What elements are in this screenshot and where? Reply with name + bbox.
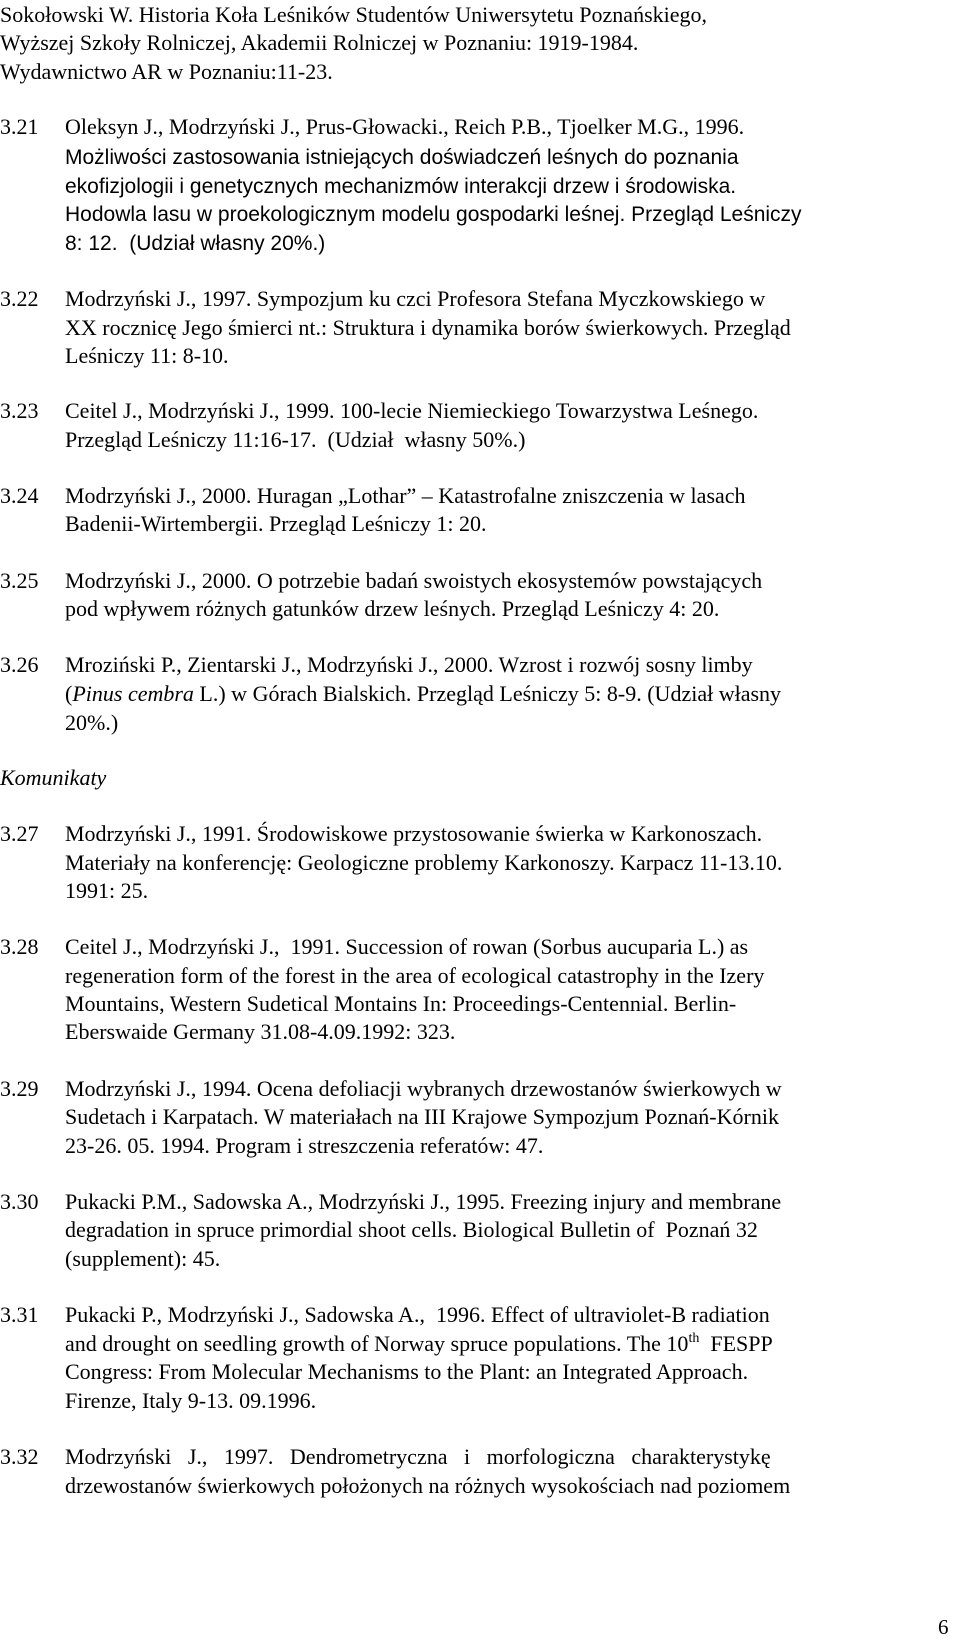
entry-text-line: Modrzyński J., 2000. Huragan „Lothar” – Katastrofalne zniszczenia w lasach	[65, 483, 746, 508]
entry-text-line: Modrzyński J., 1997. Sympozjum ku czci Profesora Stefana Myczkowskiego w	[65, 286, 766, 311]
entry-text-line: 8: 12. (Udział własny 20%.)	[65, 232, 326, 255]
entry-text-line: Oleksyn J., Modrzyński J., Prus-Głowacki., Reich P.B., Tjoelker M.G., 1996.	[65, 114, 745, 139]
entry-text-line: 1991: 25.	[65, 878, 149, 903]
entry-text-line: Ceitel J., Modrzyński J., 1991. Succession of rowan (Sorbus aucuparia L.) as	[65, 934, 749, 959]
entry-text-part: and drought on seedling growth of Norway spruce populations. The 10	[65, 1331, 689, 1356]
entry-text-line: Wydawnictwo AR w Poznaniu:11-23.	[0, 59, 333, 84]
entry-text-line: 20%.)	[65, 710, 119, 735]
entry-text-line: Leśniczy 11: 8-10.	[65, 343, 229, 368]
entry-text-line: degradation in spruce primordial shoot cells. Biological Bulletin of Poznań 32	[65, 1217, 758, 1242]
entry-text-line: Przegląd Leśniczy 11:16-17. (Udział własny 50%.)	[65, 427, 526, 452]
entry-text-line: Mroziński P., Zientarski J., Modrzyński J., 2000. Wzrost i rozwój sosny limby	[65, 652, 753, 677]
entry-text-line: Modrzyński J., 1994. Ocena defoliacji wybranych drzewostanów świerkowych w	[65, 1076, 782, 1101]
entry-number: 3.28	[0, 934, 39, 959]
entry-number: 3.24	[0, 483, 39, 508]
entry-text-line: Ceitel J., Modrzyński J., 1999. 100-lecie Niemieckiego Towarzystwa Leśnego.	[65, 398, 759, 423]
section-heading: Komunikaty	[0, 765, 107, 790]
entry-text-line: Możliwości zastosowania istniejących doświadczeń leśnych do poznania	[65, 146, 739, 169]
entry-text-line: Sokołowski W. Historia Koła Leśników Studentów Uniwersytetu Poznańskiego,	[0, 2, 708, 27]
entry-number: 3.27	[0, 821, 39, 846]
entry-text-line: Sudetach i Karpatach. W materiałach na III Krajowe Sympozjum Poznań-Kórnik	[65, 1104, 779, 1129]
entry-text-line: 23-26. 05. 1994. Program i streszczenia referatów: 47.	[65, 1133, 544, 1158]
entry-text-line: Modrzyński J., 2000. O potrzebie badań swoistych ekosystemów powstających	[65, 568, 763, 593]
entry-number: 3.23	[0, 398, 39, 423]
entry-text-line: Pukacki P., Modrzyński J., Sadowska A., 1996. Effect of ultraviolet-B radiation	[65, 1302, 770, 1327]
entry-number: 3.21	[0, 114, 39, 139]
entry-text-line: drzewostanów świerkowych położonych na różnych wysokościach nad poziomem	[65, 1473, 791, 1498]
entry-number: 3.25	[0, 568, 39, 593]
entry-text-line: regeneration form of the forest in the area of ecological catastrophy in the Izery	[65, 963, 765, 988]
entry-text-line: (supplement): 45.	[65, 1246, 221, 1271]
entry-number: 3.26	[0, 652, 39, 677]
entry-text-line: Modrzyński J., 1997. Dendrometryczna i morfologiczna charakterystykę	[65, 1444, 771, 1469]
entry-text-rest: L.) w Górach Bialskich. Przegląd Leśniczy 5: 8-9. (Udział własny	[193, 681, 782, 706]
entry-number: 3.29	[0, 1076, 39, 1101]
entry-text-line: Badenii-Wirtembergii. Przegląd Leśniczy 1: 20.	[65, 511, 487, 536]
entry-number: 3.22	[0, 286, 39, 311]
entry-text-line: Firenze, Italy 9-13. 09.1996.	[65, 1388, 317, 1413]
entry-text-line: pod wpływem różnych gatunków drzew leśnych. Przegląd Leśniczy 4: 20.	[65, 596, 720, 621]
ordinal-superscript: th	[688, 1331, 700, 1346]
entry-text-line: Mountains, Western Sudetical Montains In: Proceedings-Centennial. Berlin-	[65, 991, 737, 1016]
entry-text-line	[65, 679, 781, 709]
entry-number: 3.32	[0, 1444, 39, 1469]
entry-text-line: Materiały na konferencję: Geologiczne problemy Karkonoszy. Karpacz 11-13.10.	[65, 850, 783, 875]
entry-text-line: XX rocznicę Jego śmierci nt.: Struktura i dynamika borów świerkowych. Przegląd	[65, 315, 791, 340]
entry-text-line: Modrzyński J., 1991. Środowiskowe przystosowanie świerka w Karkonoszach.	[65, 821, 763, 846]
entry-number: 3.30	[0, 1189, 39, 1214]
entry-text-line: Congress: From Molecular Mechanisms to the Plant: an Integrated Approach.	[65, 1359, 749, 1384]
page-number: 6	[938, 1615, 949, 1639]
entry-text-line: ekofizjologii i genetycznych mechanizmów interakcji drzew i środowiska.	[65, 175, 737, 198]
entry-text-line: Pukacki P.M., Sadowska A., Modrzyński J., 1995. Freezing injury and membrane	[65, 1189, 782, 1214]
entry-text-line: Eberswaide Germany 31.08-4.09.1992: 323.	[65, 1019, 456, 1044]
entry-text-line: Hodowla lasu w proekologicznym modelu gospodarki leśnej. Przegląd Leśniczy	[65, 203, 802, 226]
paren-open: (	[65, 681, 73, 706]
species-name: Pinus cembra	[72, 681, 194, 706]
entry-text-line	[65, 1329, 773, 1359]
entry-text-line: Wyższej Szkoły Rolniczej, Akademii Rolniczej w Poznaniu: 1919-1984.	[0, 30, 639, 55]
entry-text-part: FESPP	[699, 1331, 773, 1356]
entry-number: 3.31	[0, 1302, 39, 1327]
